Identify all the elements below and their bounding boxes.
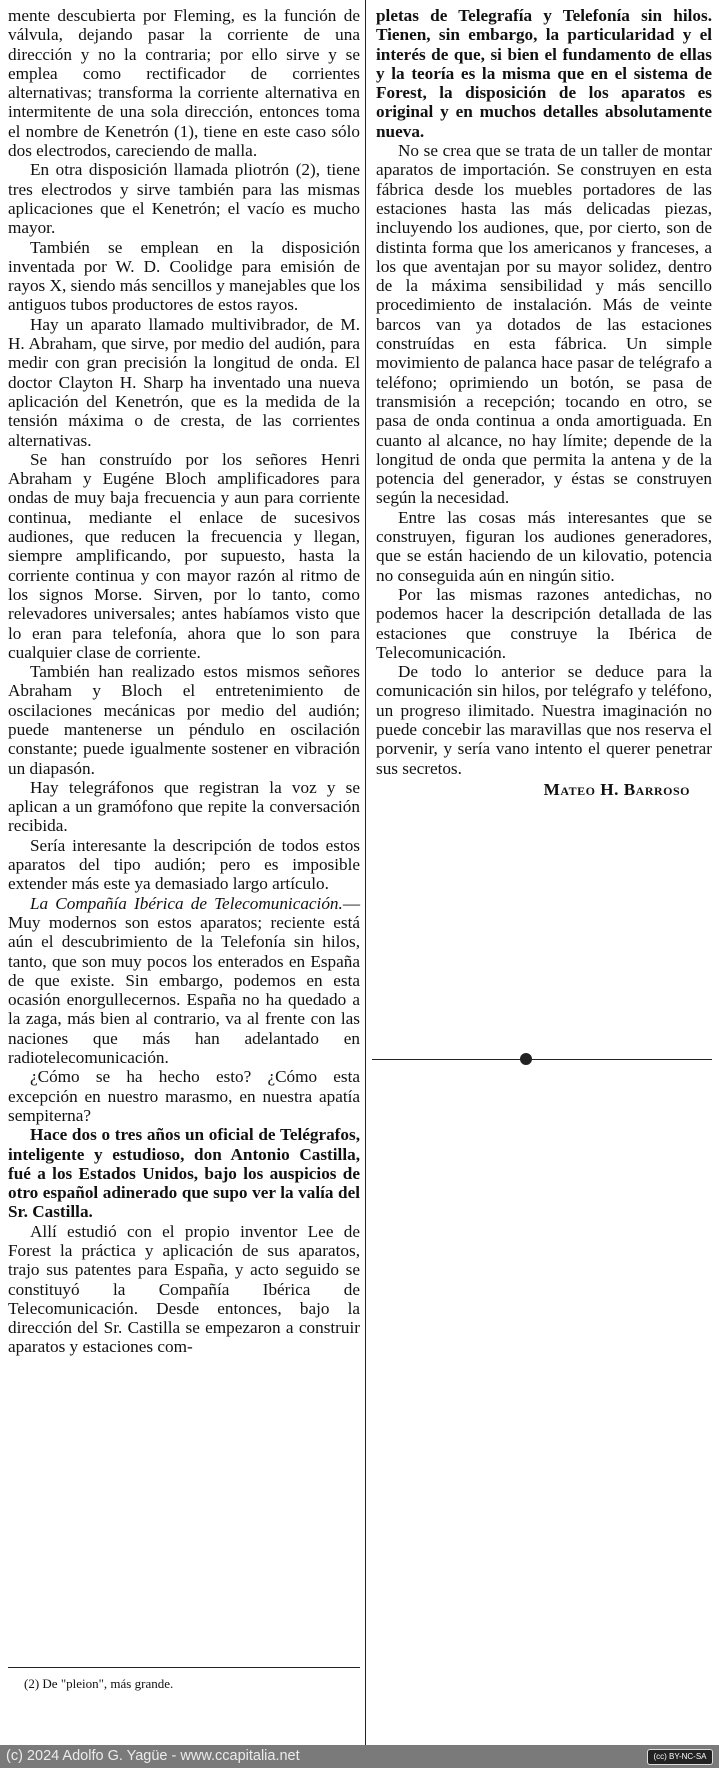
paragraph: También han realizado estos mismos señores Abraham y Bloch el entretenimiento de oscilaciones mecánicas por medio del audión; puede mantenerse un péndulo en oscilación constante; puede igualmente sostener en vibración un diapasón.	[8, 662, 360, 778]
column-divider	[365, 0, 366, 1750]
footnote-rule	[8, 1667, 360, 1668]
paragraph: Hace dos o tres años un oficial de Telégrafos, inteligente y estudioso, don Antonio Castilla, fué a los Estados Unidos, bajo los auspicios de otro español adinerado que supo ver la valía del Sr. Castilla.	[8, 1125, 360, 1222]
paragraph: Entre las cosas más interesantes que se construyen, figuran los audiones generadores, que se están haciendo de un kilovatio, potencia no conseguida aún en ningún sitio.	[376, 507, 712, 585]
author-signature: Mateo H. Barroso	[543, 779, 690, 799]
copyright-footer	[0, 1745, 719, 1768]
section-heading: La Compañía Ibérica de Telecomunicación.	[30, 893, 343, 913]
cc-license-badge: (cc) BY-NC-SA	[647, 1749, 713, 1765]
right-column	[376, 6, 712, 799]
paragraph: mente descubierta por Fleming, es la función de válvula, dejando pasar la corriente de una dirección y no la contraria; por ello sirve y se emplea como rectificador de corrientes alternativas; transforma la corriente alternativa en intermitente de una sola dirección, entonces toma el nombre de Kenetrón (1), tiene en este caso sólo dos electrodos, careciendo de malla.	[8, 6, 360, 161]
section-body: —Muy modernos son estos aparatos; reciente está aún el descubrimiento de la Telefonía sin hilos, tanto, que son muy pocos los enterados en España de que existe. Sin embargo, podemos en esta ocasión enorgullecernos. España no ha quedado a la zaga, más bien al contrario, va al frente con las naciones que más han adelantado en radiotelecomunicación.	[8, 893, 360, 1068]
paragraph: ¿Cómo se ha hecho esto? ¿Cómo esta excepción en nuestro marasmo, en nuestra apatía sempiterna?	[8, 1067, 360, 1125]
paragraph: Allí estudió con el propio inventor Lee de Forest la práctica y aplicación de sus aparatos, trajo sus patentes para España, y acto seguido se constituyó la Compañía Ibérica de Telecomunicación. Desde entonces, bajo la dirección del Sr. Castilla se empezaron a construir aparatos y estaciones com-	[8, 1221, 360, 1357]
section-paragraph	[8, 894, 360, 1068]
paragraph: Sería interesante la descripción de todos estos aparatos del tipo audión; pero es imposible extender más este ya demasiado largo artículo.	[8, 835, 360, 894]
copyright-credit: (c) 2024 Adolfo G. Yagüe - www.ccapitalia.net	[6, 1748, 300, 1764]
paragraph: Por las mismas razones antedichas, no podemos hacer la descripción detallada de las estaciones que construye la Ibérica de Telecomunicación.	[376, 584, 712, 662]
paragraph: También se emplean en la disposición inventada por W. D. Coolidge para emisión de rayos X, siendo más sencillos y manejables que los antiguos tubos productores de estos rayos.	[8, 237, 360, 315]
paragraph: Hay un aparato llamado multivibrador, de M. H. Abraham, que sirve, por medio del audión, para medir con gran precisión la longitud de onda. El doctor Clayton H. Sharp ha inventado una nueva aplicación del Kenetrón, que es la medida de la tensión máxima o de cresta, de las corrientes alternativas.	[8, 314, 360, 450]
paragraph: En otra disposición llamada pliotrón (2), tiene tres electrodos y sirve también para las mismas aplicaciones que el Kenetrón; el vacío es mucho mayor.	[8, 160, 360, 238]
left-column	[8, 6, 360, 1357]
ornament-dot-icon	[520, 1053, 532, 1065]
footnote: (2) De "pleion", más grande.	[24, 1676, 174, 1691]
paragraph: Se han construído por los señores Henri Abraham y Eugéne Bloch amplificadores para ondas de muy baja frecuencia y aun para corriente continua, mediante el enlace de sucesivos audiones, que reducen la frecuencia y llegan, siempre amplificando, por supuesto, hasta la corriente continua y con mayor razón al ritmo de los signos Morse. Sirven, por lo tanto, como relevadores universales; antes habíamos visto que lo eran para telefonía, ahora que lo son para cualquier clase de corriente.	[8, 449, 360, 662]
end-rule	[372, 1059, 712, 1060]
paragraph: De todo lo anterior se deduce para la comunicación sin hilos, por telégrafo y teléfono, un progreso ilimitado. Nuestra imaginación no puede concebir las maravillas que nos reserva el porvenir, y sería vano intento el querer penetrar sus secretos.	[376, 662, 712, 778]
paragraph: Hay telegráfonos que registran la voz y se aplican a un gramófono que repite la conversación recibida.	[8, 777, 360, 836]
paragraph: No se crea que se trata de un taller de montar aparatos de importación. Se construyen en esta fábrica desde los muebles portadores de las estaciones hasta las más delicadas piezas, incluyendo los audiones, que, por cierto, son de distinta forma que los americanos y franceses, a los que aventajan por su mayor solidez, dentro de la máxima sensibilidad y más sencillo procedimiento de instalación. Más de veinte barcos van ya dotados de las estaciones construídas en esta fábrica. Un simple movimiento de palanca hace pasar de telégrafo a teléfono; oprimiendo un botón, se pasa de transmisión a recepción; tocando en otro, se pasa de onda continua a onda amortiguada. En cuanto al alcance, no hay límite; depende de la longitud de onda que permita la antena y de la potencia del generador, y éstas se construyen según la necesidad.	[376, 141, 712, 508]
paragraph: pletas de Telegrafía y Telefonía sin hilos. Tienen, sin embargo, la particularidad y el interés de que, si bien el fundamento de ellas y la teoría es la misma que en el sistema de Forest, la disposición de los aparatos es original y en muchos detalles absolutamente nueva.	[376, 6, 712, 141]
